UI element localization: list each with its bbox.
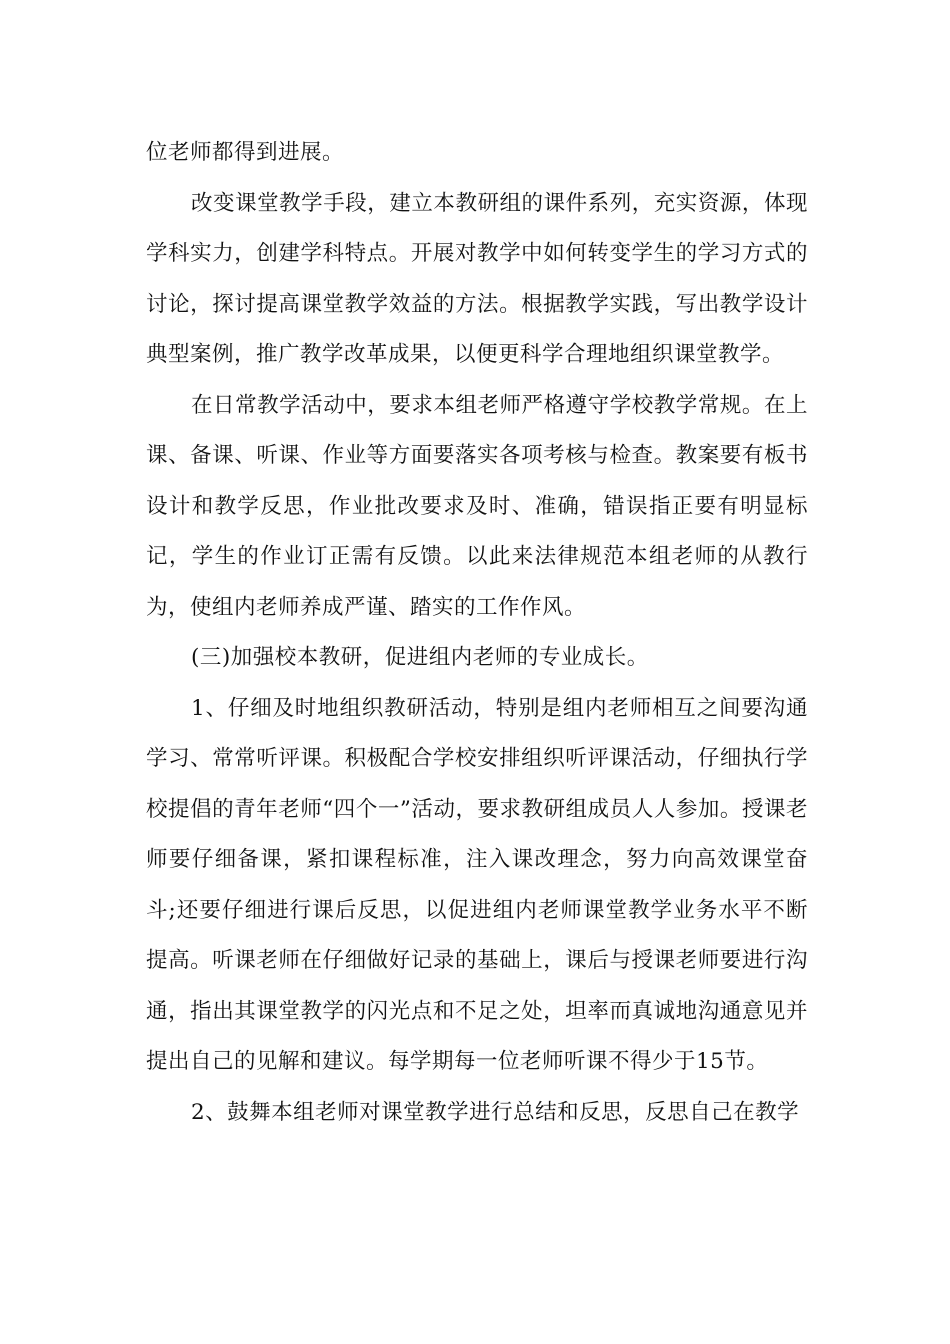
paragraph-teaching-routine: 在日常教学活动中，要求本组老师严格遵守学校教学常规。在上课、备课、听课、作业等方面要落实各项考核与检查。教案要有板书设计和教学反思，作业批改要求及时、准确，错误指正要有明显标记，学生的作业订正需有反馈。以此来法律规范本组老师的从教行为，使组内老师养成严谨、踏实的工作作风。 [146,392,808,620]
document-body [146,128,808,1138]
paragraph-continuation: 位老师都得到进展。 [146,140,345,165]
paragraph-item-2: 2、鼓舞本组老师对课堂教学进行总结和反思，反思自己在教学 [191,1099,800,1125]
section-heading-school-research: (三)加强校本教研，促进组内老师的专业成长。 [191,645,649,670]
paragraph-item-1: 1、仔细及时地组织教研活动，特别是组内老师相互之间要沟通学习、常常听评课。积极配合学校安排组织听评课活动，仔细执行学校提倡的青年老师“四个一”活动，要求教研组成员人人参加。授课老师要仔细备课，紧扣课程标准，注入课改理念，努力向高效课堂奋斗;还要仔细进行课后反思，以促进组内老师课堂教学业务水平不断提高。听课老师在仔细做好记录的基础上，课后与授课老师要进行沟通，指出其课堂教学的闪光点和不足之处，坦率而真诚地沟通意见并提出自己的见解和建议。每学期每一位老师听课不得少于15节。 [146,695,808,1074]
paragraph-courseware: 改变课堂教学手段，建立本教研组的课件系列，充实资源，体现学科实力，创建学科特点。开展对教学中如何转变学生的学习方式的讨论，探讨提高课堂教学效益的方法。根据教学实践，写出教学设计典型案例，推广教学改革成果，以便更科学合理地组织课堂教学。 [146,190,808,367]
